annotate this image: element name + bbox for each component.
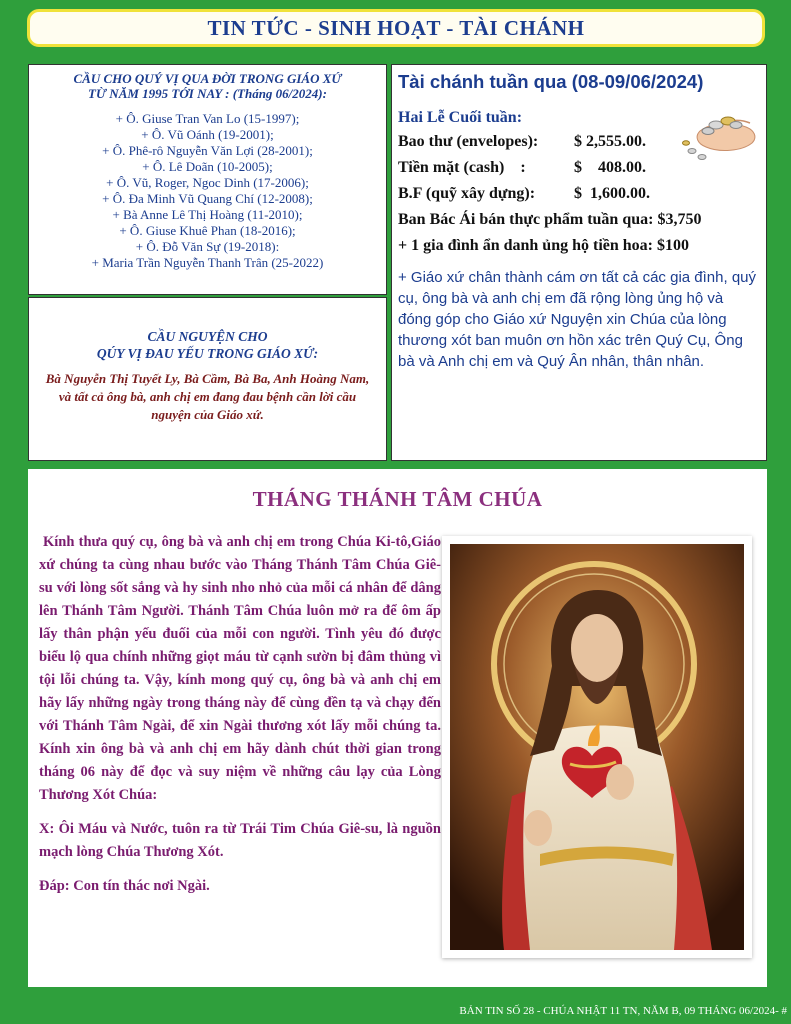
finance-row xyxy=(398,181,760,207)
deceased-title-2: TỪ NĂM 1995 TỚI NAY : (Tháng 06/2024): xyxy=(88,86,327,101)
deceased-section xyxy=(28,64,387,295)
finance-row-label: B.F (quỹ xây dựng): xyxy=(398,185,536,202)
deceased-item: + Ô. Phê-rô Nguyễn Văn Lợi (28-2001); xyxy=(102,143,313,158)
deceased-list xyxy=(39,111,376,271)
deceased-title-1: CẦU CHO QUÝ VỊ QUA ĐỜI TRONG GIÁO XỨ xyxy=(73,71,342,86)
deceased-item: + Ô. Giuse Tran Van Lo (15-1997); xyxy=(115,111,300,126)
deceased-item: + Ô. Vũ Oánh (19-2001); xyxy=(141,127,274,142)
finance-row-value: $ 2,555.00. xyxy=(574,133,646,150)
main-paragraph: Kính thưa quý cụ, ông bà và anh chị em trong Chúa Ki-tô,Giáo xứ chúng ta cùng nhau bước vào Tháng Thánh Tâm Chúa Giê-su với lòng sốt sắng và hy sinh nho nhỏ của mỗi cá nhân để dâng lên Thánh Tâm Người. Thánh Tâm Chúa luôn mở ra để ôm ấp lấy thân phận yếu đuối của mỗi con người. Tình yêu đó được biểu lộ qua chính những giọt máu từ cạnh sườn bị đâm thủng vì tội lỗi chúng ta. Vậy, kính mong quý cụ, ông bà và anh chị em hãy lấy những ngày trong tháng này để cùng đền tạ và chạy đến với Thánh Tâm Ngài, để xin Ngài thương xót lấy mỗi chúng ta. Kính xin ông bà và anh chị em hãy dành chút thời gian trong tháng 06 này để đọc và suy niệm về những câu lạy của Lòng Thương Xót Chúa: xyxy=(39,534,441,803)
deceased-item: + Ô. Đỗ Văn Sự (19-2018): xyxy=(135,239,280,254)
prayer-section xyxy=(28,297,387,461)
sacred-heart-section xyxy=(28,469,767,987)
finance-section xyxy=(391,64,767,461)
finance-extra-2: + 1 gia đình ẩn danh ủng hộ tiền hoa: $100 xyxy=(398,237,689,254)
main-title: THÁNG THÁNH TÂM CHÚA xyxy=(252,487,543,511)
finance-row-value: $ 1,600.00. xyxy=(574,185,650,202)
prayer-body: Bà Nguyễn Thị Tuyết Ly, Bà Cầm, Bà Ba, Anh Hoàng Nam, và tất cả ông bà, anh chị em đang đau bệnh cần lời cầu nguyện của Giáo xứ. xyxy=(45,371,370,422)
deceased-item: + Ô. Vũ, Roger, Ngoc Dinh (17-2006); xyxy=(106,175,309,190)
finance-extra-1: Ban Bác Ái bán thực phẩm tuần qua: $3,750 xyxy=(398,211,702,228)
finance-row-label: Tiền mặt (cash) : xyxy=(398,159,526,176)
finance-note: + Giáo xứ chân thành cám ơn tất cả các gia đình, quý cụ, ông bà và anh chị em đã rộng lòng ủng hộ và đóng góp cho Giáo xứ Nguyện xin Chúa của lòng thương xót ban muôn ơn hồn xác trên Quý Cụ, Ông bà và Anh chị em và Quý Ân nhân, thân nhân. xyxy=(398,269,757,370)
versicle: X: Ôi Máu và Nước, tuôn ra từ Trái Tim Chúa Giê-su, là nguồn mạch lòng Chúa Thương Xót. xyxy=(39,821,441,860)
coins-in-hand-icon xyxy=(680,101,760,163)
deceased-item: + Bà Anne Lê Thị Hoàng (11-2010); xyxy=(112,207,303,222)
sacred-heart-statue-icon xyxy=(442,536,752,958)
response: Đáp: Con tín thác nơi Ngài. xyxy=(39,878,210,894)
finance-subtitle: Hai Lễ Cuối tuần: xyxy=(398,109,523,126)
footer: BẢN TIN SỐ 28 - CHÚA NHẬT 11 TN, NĂM B, 09 THÁNG 06/2024- # xyxy=(459,1005,787,1017)
main-text xyxy=(39,531,441,909)
prayer-title-1: CẦU NGUYỆN CHO xyxy=(147,329,268,344)
finance-row-label: Bao thư (envelopes): xyxy=(398,133,539,150)
deceased-item: + Ô. Lê Doãn (10-2005); xyxy=(142,159,273,174)
page-banner xyxy=(27,9,765,47)
prayer-title-2: QÚY VỊ ĐAU YẾU TRONG GIÁO XỨ: xyxy=(96,346,319,361)
finance-title: Tài chánh tuần qua (08-09/06/2024) xyxy=(398,71,704,92)
deceased-item: + Ô. Đa Minh Vũ Quang Chí (12-2008); xyxy=(102,191,313,206)
banner-title: TIN TỨC - SINH HOẠT - TÀI CHÁNH xyxy=(207,15,585,40)
sacred-heart-statue-image xyxy=(442,536,752,958)
deceased-item: + Maria Trần Nguyễn Thanh Trân (25-2022) xyxy=(91,255,324,270)
deceased-item: + Ô. Giuse Khuê Phan (18-2016); xyxy=(119,223,296,238)
finance-row-value: $ 408.00. xyxy=(574,159,646,176)
